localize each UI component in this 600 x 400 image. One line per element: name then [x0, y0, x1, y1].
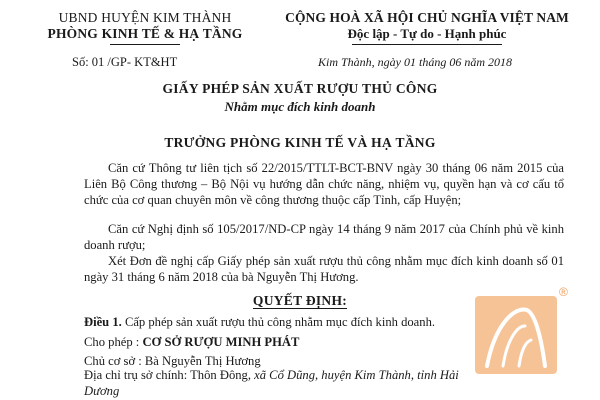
application-reference-text: Xét Đơn đề nghị cấp Giấy phép sản xuất rượu thủ công nhằm mục đích kinh doanh số 01 ngày 31 tháng 6 năm 2018 của bà Nguyễn Thị Hương.: [84, 254, 564, 284]
legal-basis-2: [84, 221, 564, 253]
document-subtitle: Nhằm mục đích kinh doanh: [224, 99, 376, 114]
agency-line1: UBND HUYỆN KIM THÀNH: [58, 10, 232, 25]
agency-underline: [110, 44, 180, 45]
application-reference: [84, 253, 564, 285]
article-1-text: Cấp phép sản xuất rượu thủ công nhằm mục đích kinh doanh.: [124, 315, 436, 329]
nation-line2: Độc lập - Tự do - Hạnh phúc: [347, 26, 507, 41]
decision-heading-text: QUYẾT ĐỊNH:: [252, 293, 348, 308]
nation-line1: CỘNG HOÀ XÃ HỘI CHỦ NGHĨA VIỆT NAM: [285, 10, 569, 25]
article-1-label: Điều 1.: [84, 315, 122, 329]
issuing-agency: [40, 10, 250, 45]
legal-basis-1-text: Căn cứ Thông tư liên tịch số 22/2015/TTLT-BCT-BNV ngày 30 tháng 06 năm 2015 của Liên Bộ Công thương – Bộ Nội vụ hướng dẫn chức năng, nhiệm vụ, quyền hạn và cơ cấu tổ chức của cơ quan chuyên môn về công thương thuộc cấp Tỉnh, cấp Huyện;: [84, 161, 564, 207]
owner-line: Chủ cơ sở : Bà Nguyễn Thị Hương: [84, 354, 261, 368]
document-number: Số: 01 /GP- KT&HT: [72, 55, 178, 69]
address-locality: xã Cổ Dũng, huyện Kim Thành, tỉnh Hải: [254, 368, 459, 382]
address-line-2: Dương: [84, 384, 120, 398]
issuing-authority: TRƯỞNG PHÒNG KINH TẾ VÀ HẠ TẦNG: [164, 135, 436, 150]
document-date: Kim Thành, ngày 01 tháng 06 năm 2018: [318, 55, 513, 69]
registered-mark: ®: [559, 285, 568, 299]
address-line: [84, 367, 459, 383]
legal-basis-2-text: Căn cứ Nghị định số 105/2017/ND-CP ngày 14 tháng 9 năm 2017 của Chính phủ về kinh doanh rượu;: [84, 222, 564, 252]
arch-logo-icon: [475, 296, 557, 374]
motto-underline: [352, 44, 502, 45]
address-label: Địa chỉ trụ sở chính: Thôn Đông,: [84, 368, 255, 382]
permit-label: Cho phép :: [84, 335, 140, 349]
national-motto: [262, 10, 592, 45]
agency-line2: PHÒNG KINH TẾ & HẠ TẦNG: [47, 26, 243, 41]
permitted-establishment: [84, 334, 299, 350]
establishment-name: CƠ SỞ RƯỢU MINH PHÁT: [142, 335, 300, 349]
article-1: [84, 314, 435, 330]
legal-basis-1: [84, 160, 564, 208]
document-title: GIẤY PHÉP SẢN XUẤT RƯỢU THỦ CÔNG: [162, 81, 438, 96]
